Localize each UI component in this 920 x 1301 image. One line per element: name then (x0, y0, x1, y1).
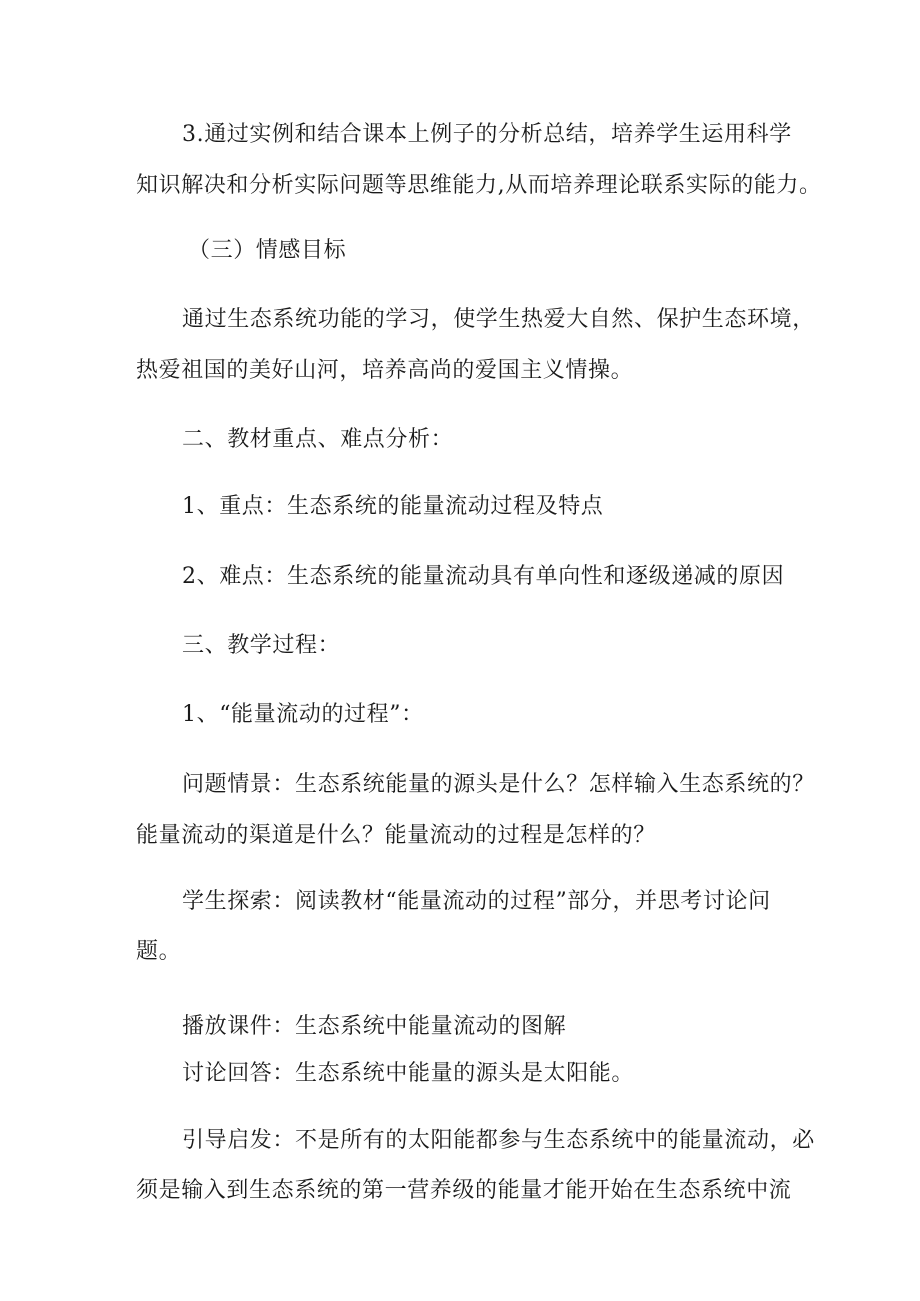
paragraph-discussion-answer: 讨论回答：生态系统中能量的源头是太阳能。 (182, 1061, 635, 1086)
paragraph-objective-3-line-1: 3.通过实例和结合课本上例子的分析总结，培养学生运用科学 (182, 122, 792, 147)
heading-teaching-process: 三、教学过程： (182, 633, 341, 658)
item-difficult-point: 2、难点：生态系统的能量流动具有单向性和逐级递减的原因 (182, 564, 785, 589)
paragraph-emotional-line-2: 热爱祖国的美好山河，培养高尚的爱国主义情操。 (136, 358, 634, 383)
paragraph-play-courseware: 播放课件：生态系统中能量流动的图解 (182, 1014, 567, 1039)
item-key-point: 1、重点：生态系统的能量流动过程及特点 (182, 494, 604, 519)
paragraph-guide-line-1: 引导启发：不是所有的太阳能都参与生态系统中的能量流动，必 (182, 1128, 815, 1153)
paragraph-objective-3-line-2: 知识解决和分析实际问题等思维能力,从而培养理论联系实际的能力。 (136, 173, 822, 198)
paragraph-student-explore-line-2: 题。 (136, 939, 182, 964)
heading-key-difficult-points: 二、教材重点、难点分析： (182, 427, 454, 452)
paragraph-guide-line-2: 须是输入到生态系统的第一营养级的能量才能开始在生态系统中流 (136, 1178, 792, 1203)
heading-emotional-goal: （三）情感目标 (188, 238, 347, 263)
paragraph-emotional-line-1: 通过生态系统功能的学习，使学生热爱大自然、保护生态环境， (182, 307, 815, 332)
paragraph-student-explore-line-1: 学生探索：阅读教材“能量流动的过程”部分，并思考讨论问 (182, 889, 771, 914)
paragraph-problem-scenario-line-1: 问题情景：生态系统能量的源头是什么？怎样输入生态系统的？ (182, 772, 815, 797)
paragraph-problem-scenario-line-2: 能量流动的渠道是什么？能量流动的过程是怎样的？ (136, 823, 656, 848)
subheading-energy-flow-process: 1、“能量流动的过程”： (182, 702, 424, 727)
